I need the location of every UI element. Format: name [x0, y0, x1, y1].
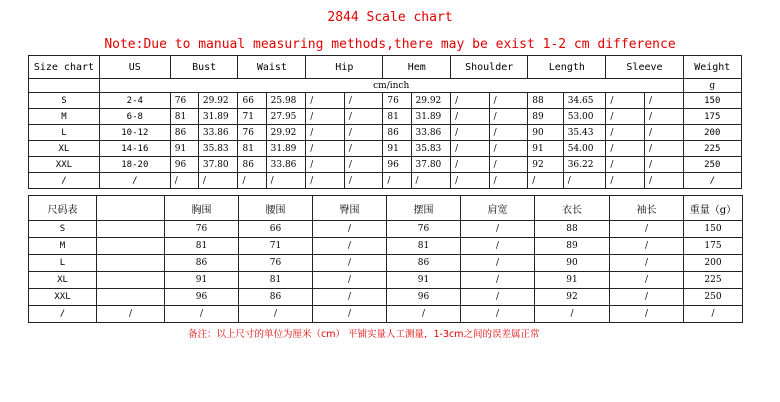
cell-bust-cm: / — [170, 173, 198, 189]
cell-cn-length: 90 — [535, 255, 610, 272]
cell-size: M — [29, 109, 100, 125]
cell-length-inch: 34.65 — [563, 93, 606, 109]
unit-weight: g — [683, 79, 741, 93]
table-row — [29, 238, 743, 255]
cell-length-inch: 54.00 — [563, 141, 606, 157]
cell-hip-cm: / — [306, 141, 345, 157]
cell-hip-cm: / — [306, 93, 345, 109]
cell-us: 6-8 — [99, 109, 170, 125]
cell-hip-cm: / — [306, 173, 345, 189]
cell-hem-cm: 76 — [383, 93, 411, 109]
cell-cn-hem: 86 — [387, 255, 461, 272]
cell-length-cm: 88 — [528, 93, 563, 109]
header-cn-size: 尺码表 — [29, 196, 97, 221]
cell-us: 10-12 — [99, 125, 170, 141]
cell-waist-cm: 86 — [238, 157, 266, 173]
cell-sleeve-inch: / — [644, 109, 683, 125]
cell-bust-inch: 35.83 — [198, 141, 238, 157]
table-row — [29, 157, 742, 173]
cell-cn-sleeve: / — [610, 306, 684, 323]
cell-shoulder-inch: / — [489, 141, 528, 157]
cell-cn-size: S — [29, 221, 97, 238]
cell-cn-hem: 91 — [387, 272, 461, 289]
cell-cn-sleeve: / — [610, 221, 684, 238]
cell-cn-waist: / — [239, 306, 313, 323]
cell-length-inch: 53.00 — [563, 109, 606, 125]
cell-bust-cm: 96 — [170, 157, 198, 173]
cell-bust-inch: 37.80 — [198, 157, 238, 173]
cell-cn-weight: 150 — [684, 221, 743, 238]
table-row — [29, 173, 742, 189]
cell-shoulder-cm: / — [451, 173, 490, 189]
cell-cn-us — [97, 289, 165, 306]
cell-shoulder-cm: / — [451, 141, 490, 157]
cell-sleeve-inch: / — [644, 173, 683, 189]
cell-cn-sleeve: / — [610, 272, 684, 289]
cell-cn-length: 92 — [535, 289, 610, 306]
cell-waist-inch: / — [266, 173, 306, 189]
cell-cn-hip: / — [313, 289, 387, 306]
cell-bust-cm: 76 — [170, 93, 198, 109]
header-shoulder: Shoulder — [451, 56, 528, 79]
cell-cn-hip: / — [313, 255, 387, 272]
cell-bust-cm: 91 — [170, 141, 198, 157]
cell-hip-cm: / — [306, 109, 345, 125]
cell-us: / — [99, 173, 170, 189]
cell-shoulder-cm: / — [451, 109, 490, 125]
cell-cn-hip: / — [313, 306, 387, 323]
unit-cm-inch: cm/inch — [99, 79, 683, 93]
cell-bust-inch: / — [198, 173, 238, 189]
header-cn-length: 衣长 — [535, 196, 610, 221]
cell-cn-bust: 96 — [165, 289, 239, 306]
cell-cn-shoulder: / — [461, 255, 535, 272]
cell-cn-weight: 225 — [684, 272, 743, 289]
cell-cn-us — [97, 272, 165, 289]
cell-waist-cm: / — [238, 173, 266, 189]
cell-length-cm: 90 — [528, 125, 563, 141]
cell-cn-hem: 96 — [387, 289, 461, 306]
cell-waist-cm: 66 — [238, 93, 266, 109]
cell-cn-shoulder: / — [461, 221, 535, 238]
cell-shoulder-inch: / — [489, 93, 528, 109]
cell-hip-inch: / — [344, 93, 383, 109]
header-cn-bust: 胸围 — [165, 196, 239, 221]
table-row — [29, 272, 743, 289]
cell-weight: 225 — [683, 141, 741, 157]
cell-size: XXL — [29, 157, 100, 173]
cell-sleeve-cm: / — [606, 173, 645, 189]
header-cn-shoulder: 肩宽 — [461, 196, 535, 221]
cell-cn-sleeve: / — [610, 255, 684, 272]
table-row — [29, 141, 742, 157]
size-chart-table-en — [28, 55, 742, 189]
table-row — [29, 93, 742, 109]
cell-weight: 150 — [683, 93, 741, 109]
cell-us: 14-16 — [99, 141, 170, 157]
cell-waist-inch: 27.95 — [266, 109, 306, 125]
cell-waist-inch: 33.86 — [266, 157, 306, 173]
cell-waist-cm: 71 — [238, 109, 266, 125]
cell-weight: 175 — [683, 109, 741, 125]
cell-cn-weight: 200 — [684, 255, 743, 272]
cell-cn-size: XL — [29, 272, 97, 289]
cell-sleeve-cm: / — [606, 109, 645, 125]
unit-blank-cell — [29, 79, 100, 93]
cell-hem-inch: 37.80 — [411, 157, 451, 173]
table-row — [29, 255, 743, 272]
size-chart-table-cn — [28, 195, 743, 323]
cell-cn-hem: / — [387, 306, 461, 323]
table-row — [29, 109, 742, 125]
cell-waist-inch: 25.98 — [266, 93, 306, 109]
table-row — [29, 125, 742, 141]
cell-sleeve-cm: / — [606, 93, 645, 109]
table-row — [29, 289, 743, 306]
cell-cn-weight: 250 — [684, 289, 743, 306]
cell-cn-hip: / — [313, 272, 387, 289]
cell-length-inch: / — [563, 173, 606, 189]
cell-waist-inch: 29.92 — [266, 125, 306, 141]
table-row — [29, 306, 743, 323]
cell-hem-inch: 33.86 — [411, 125, 451, 141]
cell-bust-cm: 86 — [170, 125, 198, 141]
cell-cn-hem: 76 — [387, 221, 461, 238]
cell-weight: 200 — [683, 125, 741, 141]
cell-cn-waist: 66 — [239, 221, 313, 238]
header-bust: Bust — [170, 56, 238, 79]
cell-shoulder-inch: / — [489, 173, 528, 189]
cell-bust-inch: 31.89 — [198, 109, 238, 125]
cell-weight: / — [683, 173, 741, 189]
cell-hem-inch: 35.83 — [411, 141, 451, 157]
cell-us: 2-4 — [99, 93, 170, 109]
cell-sleeve-inch: / — [644, 93, 683, 109]
cell-cn-size: M — [29, 238, 97, 255]
cell-hem-cm: 81 — [383, 109, 411, 125]
cell-cn-waist: 81 — [239, 272, 313, 289]
cell-shoulder-cm: / — [451, 157, 490, 173]
cell-hem-cm: / — [383, 173, 411, 189]
header-hip: Hip — [306, 56, 383, 79]
header-us: US — [99, 56, 170, 79]
cell-cn-weight: 175 — [684, 238, 743, 255]
cell-cn-us — [97, 238, 165, 255]
cell-hip-inch: / — [344, 157, 383, 173]
cell-cn-shoulder: / — [461, 272, 535, 289]
cell-hem-inch: 31.89 — [411, 109, 451, 125]
cell-length-cm: 91 — [528, 141, 563, 157]
cell-cn-us — [97, 221, 165, 238]
cell-bust-inch: 33.86 — [198, 125, 238, 141]
cell-hem-cm: 96 — [383, 157, 411, 173]
cell-hem-cm: 91 — [383, 141, 411, 157]
cell-sleeve-inch: / — [644, 157, 683, 173]
header-weight: Weight — [683, 56, 741, 79]
cell-cn-us: / — [97, 306, 165, 323]
cell-size: XL — [29, 141, 100, 157]
cell-hem-inch: / — [411, 173, 451, 189]
cell-length-inch: 35.43 — [563, 125, 606, 141]
table2-header-row — [29, 196, 743, 221]
cell-waist-cm: 81 — [238, 141, 266, 157]
cell-bust-inch: 29.92 — [198, 93, 238, 109]
cell-hip-cm: / — [306, 125, 345, 141]
cell-cn-bust: / — [165, 306, 239, 323]
header-cn-waist: 腰围 — [239, 196, 313, 221]
cell-cn-us — [97, 255, 165, 272]
cell-length-cm: 92 — [528, 157, 563, 173]
measurement-note: Note:Due to manual measuring methods,there may be exist 1-2 cm difference — [104, 37, 676, 52]
cell-cn-waist: 86 — [239, 289, 313, 306]
cell-shoulder-inch: / — [489, 109, 528, 125]
cell-size: L — [29, 125, 100, 141]
cell-cn-bust: 86 — [165, 255, 239, 272]
cell-sleeve-inch: / — [644, 125, 683, 141]
header-waist: Waist — [238, 56, 306, 79]
cell-cn-length: 91 — [535, 272, 610, 289]
header-cn-weight: 重量（g） — [684, 196, 743, 221]
cell-hip-inch: / — [344, 141, 383, 157]
measurement-note-cn: 备注：以上尺寸的单位为厘米（cm） 平铺实量人工测量，1-3cm之间的误差属正常 — [188, 329, 540, 340]
cell-size: / — [29, 173, 100, 189]
cell-cn-length: 88 — [535, 221, 610, 238]
cell-waist-cm: 76 — [238, 125, 266, 141]
cell-waist-inch: 31.89 — [266, 141, 306, 157]
header-cn-hip: 臀围 — [313, 196, 387, 221]
cell-cn-size: XXL — [29, 289, 97, 306]
cell-hip-inch: / — [344, 125, 383, 141]
cell-cn-sleeve: / — [610, 289, 684, 306]
cell-cn-length: / — [535, 306, 610, 323]
cell-cn-bust: 91 — [165, 272, 239, 289]
cell-length-inch: 36.22 — [563, 157, 606, 173]
cell-hip-inch: / — [344, 173, 383, 189]
header-size-chart: Size chart — [29, 56, 100, 79]
cell-hip-inch: / — [344, 109, 383, 125]
cell-cn-size: L — [29, 255, 97, 272]
cell-cn-shoulder: / — [461, 238, 535, 255]
header-hem: Hem — [383, 56, 451, 79]
cell-cn-size: / — [29, 306, 97, 323]
cell-cn-sleeve: / — [610, 238, 684, 255]
cell-cn-shoulder: / — [461, 289, 535, 306]
cell-cn-bust: 81 — [165, 238, 239, 255]
chart-title: 2844 Scale chart — [327, 10, 453, 25]
cell-us: 18-20 — [99, 157, 170, 173]
cell-shoulder-cm: / — [451, 93, 490, 109]
cell-cn-hem: 81 — [387, 238, 461, 255]
cell-hem-inch: 29.92 — [411, 93, 451, 109]
cell-sleeve-cm: / — [606, 157, 645, 173]
table1-unit-row — [29, 79, 742, 93]
cell-cn-length: 89 — [535, 238, 610, 255]
cell-cn-weight: / — [684, 306, 743, 323]
cell-bust-cm: 81 — [170, 109, 198, 125]
cell-weight: 250 — [683, 157, 741, 173]
header-cn-sleeve: 袖长 — [610, 196, 684, 221]
cell-length-cm: / — [528, 173, 563, 189]
cell-size: S — [29, 93, 100, 109]
cell-cn-hip: / — [313, 238, 387, 255]
cell-cn-bust: 76 — [165, 221, 239, 238]
cell-cn-shoulder: / — [461, 306, 535, 323]
table-row — [29, 221, 743, 238]
cell-hem-cm: 86 — [383, 125, 411, 141]
cell-shoulder-cm: / — [451, 125, 490, 141]
cell-cn-hip: / — [313, 221, 387, 238]
cell-sleeve-cm: / — [606, 141, 645, 157]
cell-shoulder-inch: / — [489, 125, 528, 141]
cell-cn-waist: 71 — [239, 238, 313, 255]
header-length: Length — [528, 56, 606, 79]
cell-sleeve-cm: / — [606, 125, 645, 141]
cell-length-cm: 89 — [528, 109, 563, 125]
cell-hip-cm: / — [306, 157, 345, 173]
header-sleeve: Sleeve — [606, 56, 683, 79]
table1-header-row — [29, 56, 742, 79]
header-cn-blank — [97, 196, 165, 221]
cell-shoulder-inch: / — [489, 157, 528, 173]
header-cn-hem: 摆围 — [387, 196, 461, 221]
cell-cn-waist: 76 — [239, 255, 313, 272]
cell-sleeve-inch: / — [644, 141, 683, 157]
